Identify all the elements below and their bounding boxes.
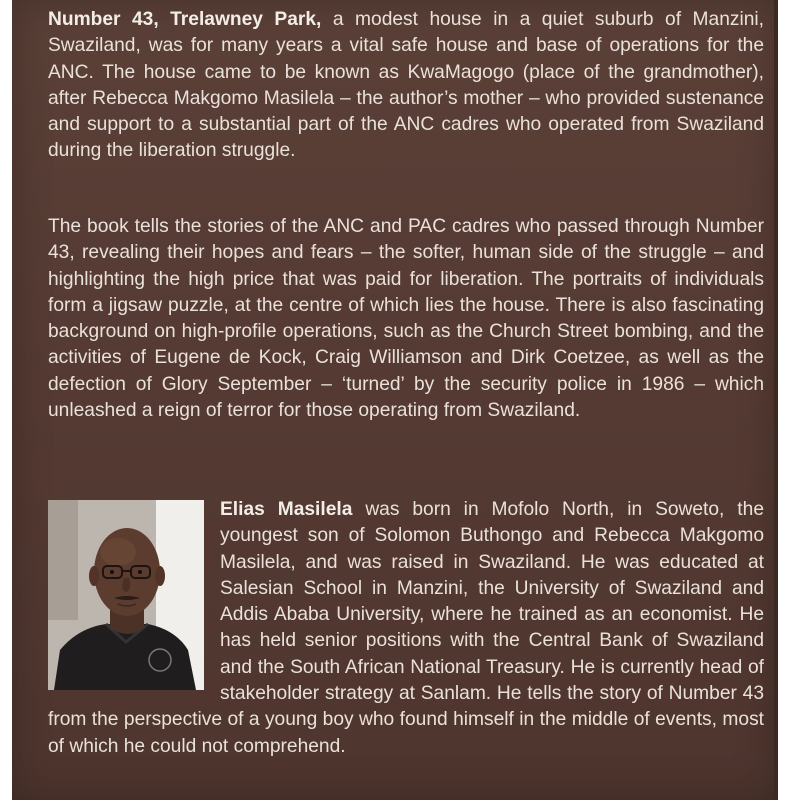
cover-edge xyxy=(774,0,778,800)
synopsis-paragraph-2: The book tells the stories of the ANC and PAC cadres who passed through Number 43, revealing their hopes and fears – the softer, human side of the struggle – and highlighting the high price that was paid for liberation. The portraits of individuals form a jigsaw puzzle, at the centre of which lies the house. There is also fascinating background on high-profile operations, such as the Church Street bombing, and the activities of Eugene de Kock, Craig Williamson and Dirk Coetzee, as well as the defection of Glory September – ‘turned’ by the security police in 1986 – which unleashed a reign of terror for those operating from Swaziland. xyxy=(48,216,764,422)
author-bio-block xyxy=(48,497,764,760)
back-cover xyxy=(12,0,778,800)
synopsis-lead: Number 43, Trelawney Park, xyxy=(48,9,322,30)
author-bio-text: was born in Mofolo North, in Soweto, the youngest son of Solomon Buthongo and Rebecca Makgomo Masilela, and was raised in Swaziland. He was educated at Salesian School in Manzini, the University of Swaziland and Addis Ababa University, where he trained as an economist. He has held senior positions with the Central Bank of Swaziland and the South African National Treasury. He is currently head of stakeholder strategy at Sanlam. He tells the story of Number 43 from the perspective of a young boy who found himself in the middle of events, most of which he could not comprehend. xyxy=(48,499,764,757)
author-name: Elias Masilela xyxy=(220,499,353,520)
synopsis-body-1: a modest house in a quiet suburb of Manzini, Swaziland, was for many years a vital safe house and base of operations for the ANC. The house came to be known as KwaMagogo (place of the grandmother), after Rebecca Makgomo Masilela – the author’s mother – who provided sustenance and support to a substantial part of the ANC cadres who operated from Swaziland during the liberation struggle. xyxy=(48,9,764,162)
synopsis-paragraph-1 xyxy=(48,7,764,165)
author-photo xyxy=(48,500,204,690)
